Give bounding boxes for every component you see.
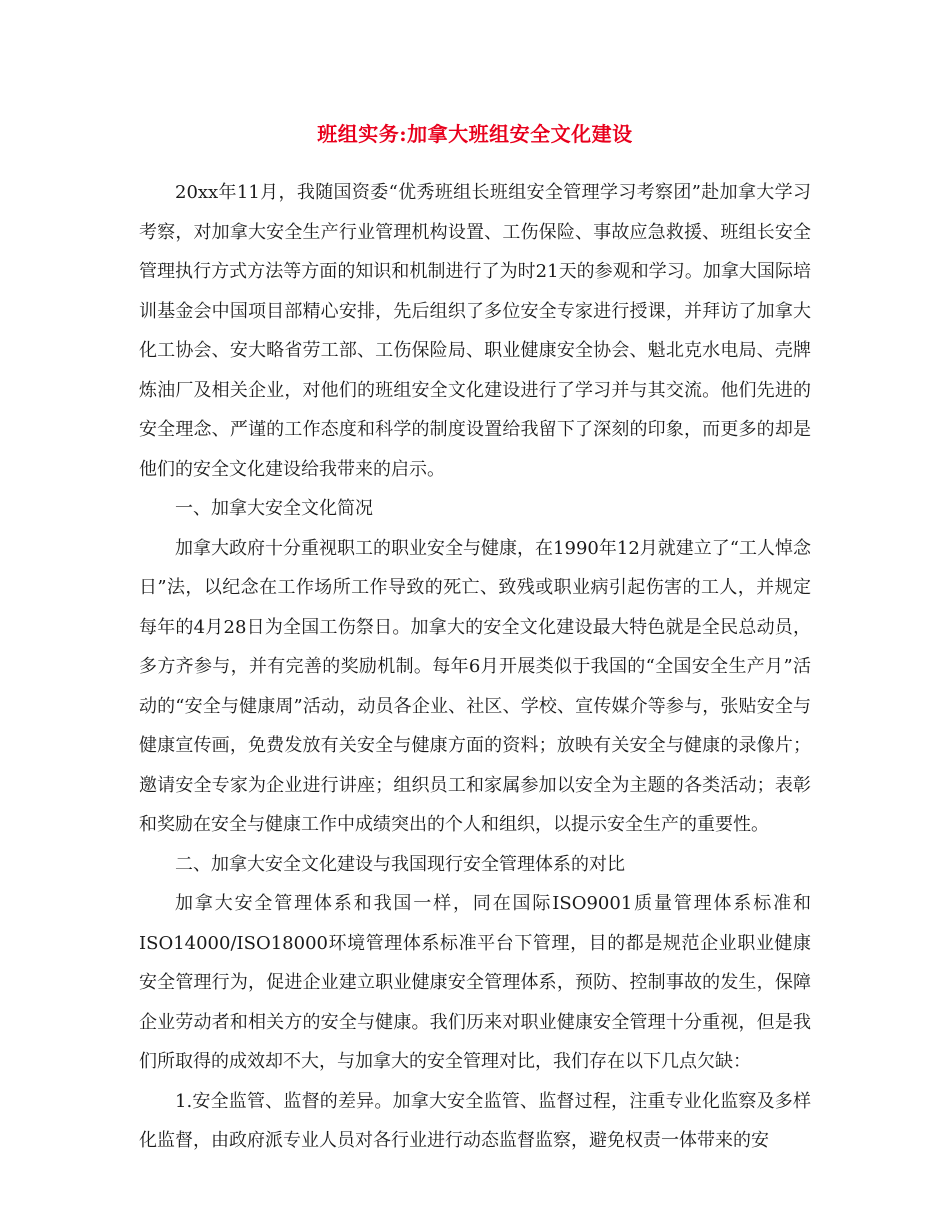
document-title: 班组实务:加拿大班组安全文化建设	[317, 122, 633, 146]
section-heading-2: 二、加拿大安全文化建设与我国现行安全管理体系的对比	[175, 853, 625, 875]
paragraph-section-1: 加拿大政府十分重视职工的职业安全与健康，在1990年12月就建立了“工人悼念日”法，以纪念在工作场所工作导致的死亡、致残或职业病引起伤害的工人，并规定每年的4月28日为全国工伤祭日。加拿大的安全文化建设最大特色就是全民总动员，多方齐参与，并有完善的奖励机制。每年6月开展类似于我国的“全国安全生产月”活动的“安全与健康周”活动，动员各企业、社区、学校、宣传媒介等参与，张贴安全与健康宣传画，免费发放有关安全与健康方面的资料；放映有关安全与健康的录像片；邀请安全专家为企业进行讲座；组织员工和家属参加以安全为主题的各类活动；表彰和奖励在安全与健康工作中成绩突出的个人和组织，以提示安全生产的重要性。	[139, 537, 811, 835]
document-body	[139, 173, 811, 1161]
section-heading-1: 一、加拿大安全文化简况	[175, 498, 373, 519]
paragraph-item-1: 1.安全监管、监督的差异。加拿大安全监管、监督过程，注重专业化监察及多样化监督，由政府派专业人员对各行业进行动态监督监察，避免权责一体带来的安	[139, 1090, 811, 1151]
paragraph-section-2: 加拿大安全管理体系和我国一样，同在国际ISO9001质量管理体系标准和ISO14000/ISO18000环境管理体系标准平台下管理，目的都是规范企业职业健康安全管理行为，促进企业建立职业健康安全管理体系，预防、控制事故的发生，保障企业劳动者和相关方的安全与健康。我们历来对职业健康安全管理十分重视，但是我们所取得的成效却不大，与加拿大的安全管理对比，我们存在以下几点欠缺：	[139, 893, 811, 1072]
paragraph-intro: 20xx年11月，我随国资委“优秀班组长班组安全管理学习考察团”赴加拿大学习考察，对加拿大安全生产行业管理机构设置、工伤保险、事故应急救援、班组长安全管理执行方式方法等方面的知识和机制进行了为时21天的参观和学习。加拿大国际培训基金会中国项目部精心安排，先后组织了多位安全专家进行授课，并拜访了加拿大化工协会、安大略省劳工部、工伤保险局、职业健康安全协会、魁北克水电局、壳牌炼油厂及相关企业，对他们的班组安全文化建设进行了学习并与其交流。他们先进的安全理念、严谨的工作态度和科学的制度设置给我留下了深刻的印象，而更多的却是他们的安全文化建设给我带来的启示。	[139, 182, 811, 480]
